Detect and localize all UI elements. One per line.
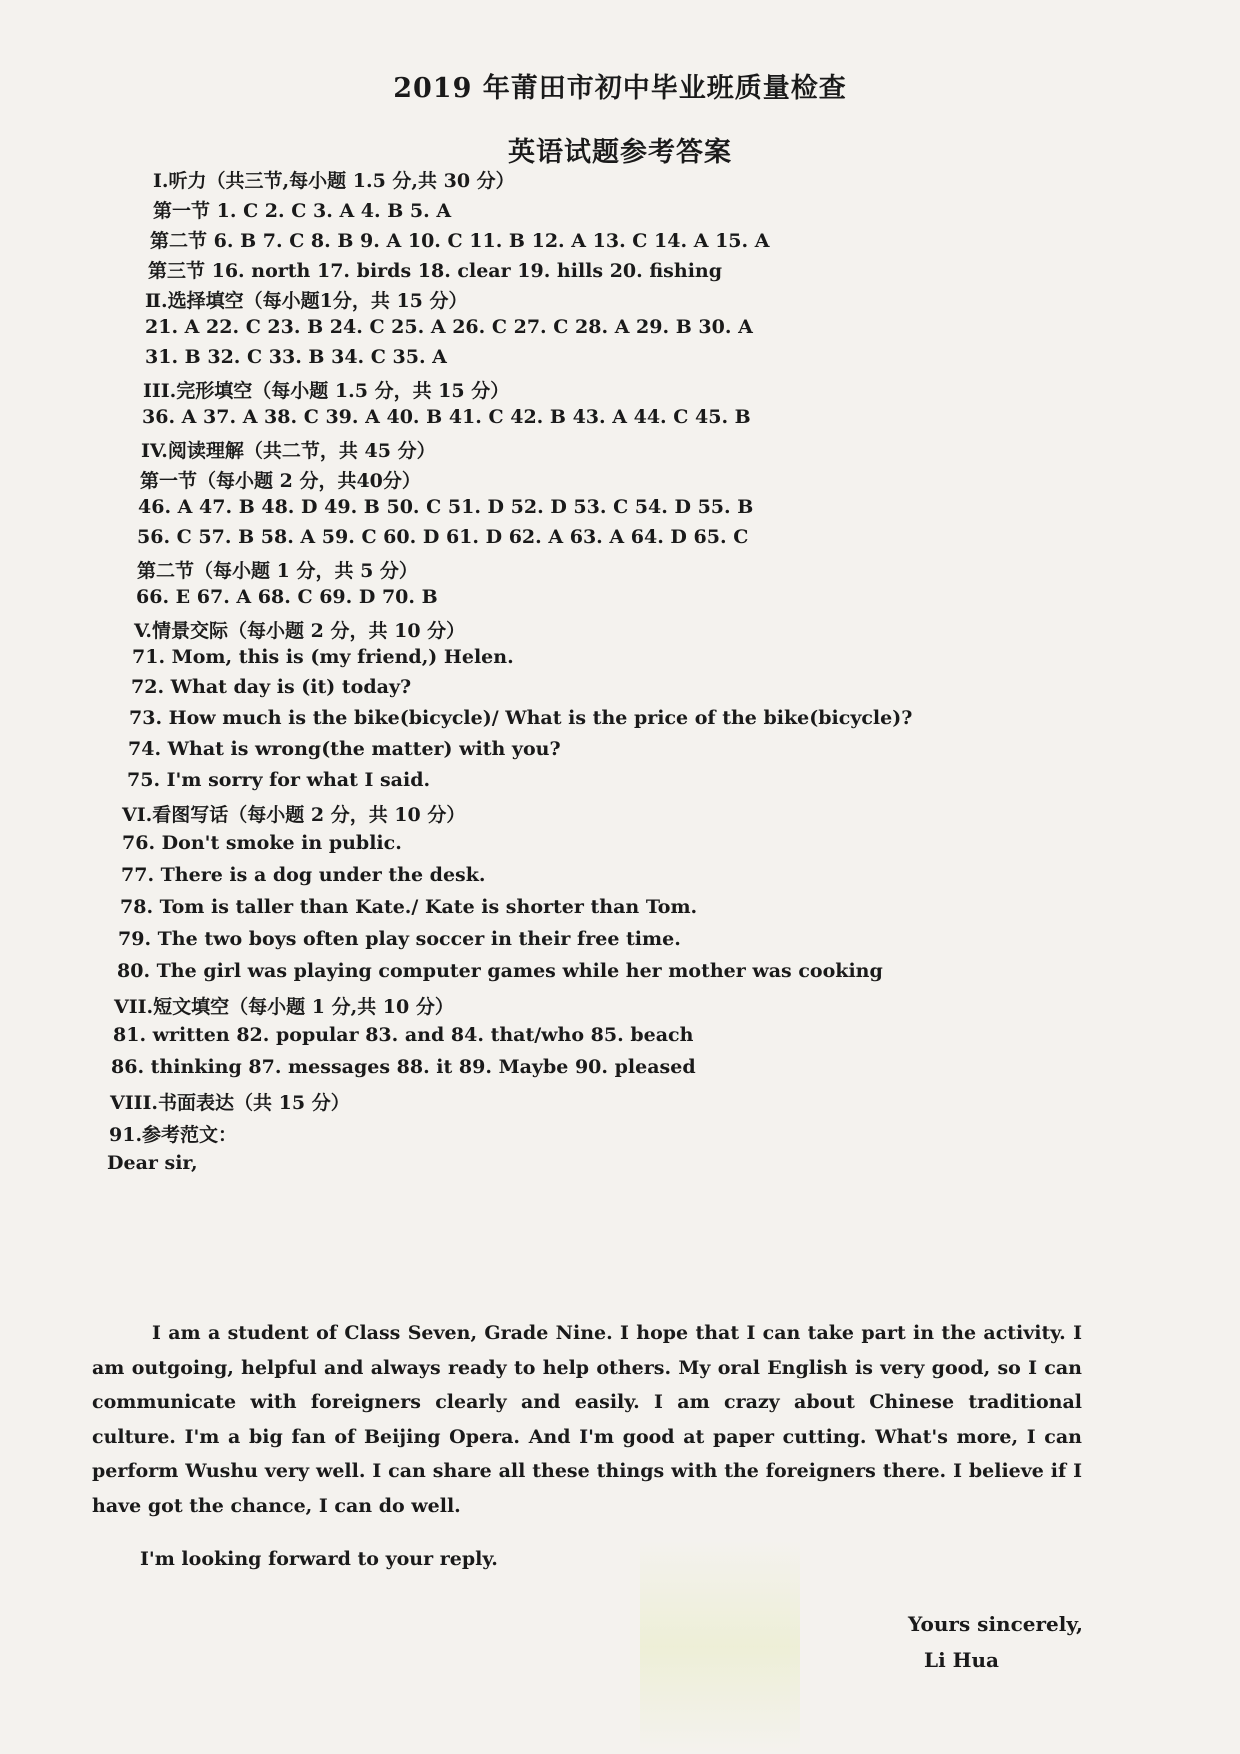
answer-line: 75. I'm sorry for what I said. — [127, 769, 431, 791]
section-heading: IV.阅读理解（共二节，共 45 分） — [141, 440, 436, 462]
answer-line: 86. thinking 87. messages 88. it 89. Maybe 90. pleased — [111, 1056, 696, 1078]
answer-line: 66. E 67. A 68. C 69. D 70. B — [136, 586, 438, 608]
answer-line: 71. Mom, this is (my friend,) Helen. — [132, 646, 514, 668]
answer-line: 46. A 47. B 48. D 49. B 50. C 51. D 52. D 53. C 54. D 55. B — [138, 496, 754, 518]
answer-line: 第一节 1. C 2. C 3. A 4. B 5. A — [153, 200, 452, 222]
section-heading: VI.看图写话（每小题 2 分，共 10 分） — [122, 804, 466, 826]
paper-stain — [640, 1540, 800, 1754]
section-heading: Ⅱ.选择填空（每小题1分，共 15 分） — [145, 290, 468, 312]
essay-body: I am a student of Class Seven, Grade Nine. I hope that I can take part in the activity. I am outgoing, helpful and always ready to help others. My oral English is very good, so I can communicate with foreigners clearly and easily. I am crazy about Chinese traditional culture. I'm a big fan of Beijing Opera. And I'm good at paper cutting. What's more, I can perform Wushu very well. I can share all these things with the foreigners there. I believe if I have got the chance, I can do well. — [92, 1322, 1082, 1517]
answer-line: 第二节 6. B 7. C 8. B 9. A 10. C 11. B 12. A 13. C 14. A 15. A — [150, 230, 770, 252]
section-heading: VIII.书面表达（共 15 分） — [110, 1092, 350, 1114]
answer-line: 81. written 82. popular 83. and 84. that/who 85. beach — [113, 1024, 694, 1046]
answer-line: 第一节（每小题 2 分，共40分） — [140, 470, 421, 492]
answer-line: 73. How much is the bike(bicycle)/ What is the price of the bike(bicycle)? — [129, 707, 913, 729]
answer-line: 79. The two boys often play soccer in their free time. — [118, 928, 681, 950]
answer-line: 72. What day is (it) today? — [131, 676, 412, 698]
answer-line: 31. B 32. C 33. B 34. C 35. A — [145, 346, 447, 368]
document-subtitle: 英语试题参考答案 — [508, 137, 732, 168]
section-heading: VII.短文填空（每小题 1 分,共 10 分） — [114, 996, 454, 1018]
answer-line: 77. There is a dog under the desk. — [121, 864, 486, 886]
answer-line: 21. A 22. C 23. B 24. C 25. A 26. C 27. C 28. A 29. B 30. A — [145, 316, 753, 338]
section-heading: III.完形填空（每小题 1.5 分，共 15 分） — [143, 380, 510, 402]
answer-line: 36. A 37. A 38. C 39. A 40. B 41. C 42. B 43. A 44. C 45. B — [142, 406, 751, 428]
answer-line: 80. The girl was playing computer games while her mother was cooking — [117, 960, 883, 982]
document-title: 2019 年莆田市初中毕业班质量检查 — [393, 73, 847, 104]
answer-line: 第三节 16. north 17. birds 18. clear 19. hills 20. fishing — [148, 260, 723, 282]
answer-line: 第二节（每小题 1 分，共 5 分） — [137, 560, 418, 582]
answer-line: 74. What is wrong(the matter) with you? — [128, 738, 561, 760]
answer-line: 56. C 57. B 58. A 59. C 60. D 61. D 62. A 63. A 64. D 65. C — [137, 526, 749, 548]
answer-line: 76. Don't smoke in public. — [122, 832, 402, 854]
essay-closing: I'm looking forward to your reply. — [140, 1548, 498, 1570]
section-heading: I.听力（共三节,每小题 1.5 分,共 30 分） — [153, 170, 515, 192]
essay-label: 91.参考范文： — [109, 1124, 238, 1146]
sign-off: Yours sincerely, — [908, 1612, 1084, 1636]
answer-line: 78. Tom is taller than Kate./ Kate is shorter than Tom. — [120, 896, 698, 918]
signature: Li Hua — [924, 1648, 1000, 1672]
section-heading: V.情景交际（每小题 2 分，共 10 分） — [134, 620, 466, 642]
salutation: Dear sir, — [107, 1152, 198, 1174]
